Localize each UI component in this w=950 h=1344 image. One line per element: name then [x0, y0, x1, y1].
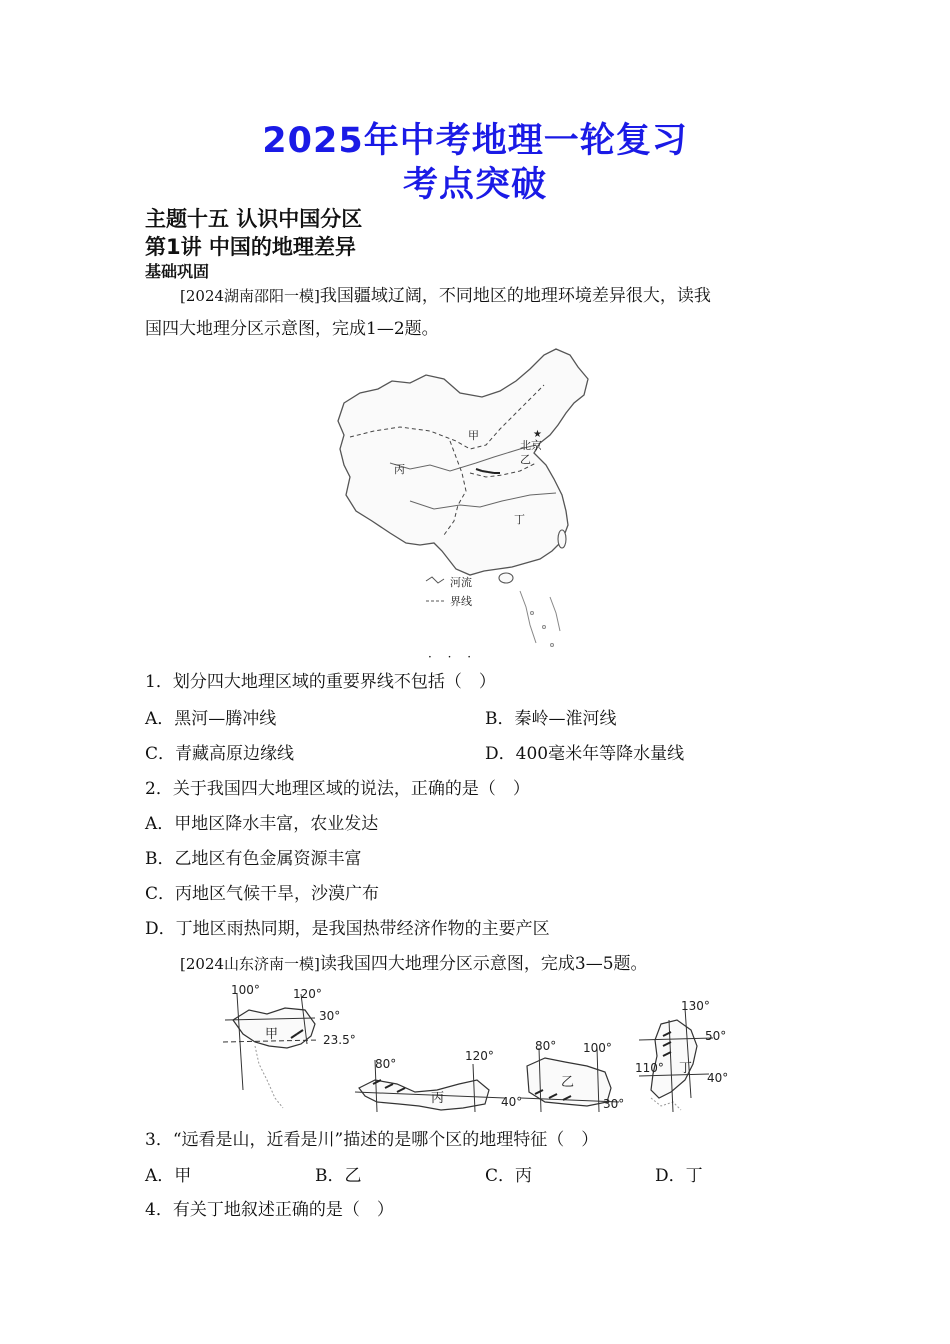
- china-four-regions-map: [330, 345, 590, 660]
- intro1-line2: 国四大地理分区示意图，完成1—2题。: [145, 319, 439, 339]
- q3-option-b: B．乙: [315, 1166, 362, 1186]
- sketch-a-lon1: 100°: [231, 983, 260, 997]
- sketch-d-lon1: 130°: [681, 999, 710, 1013]
- sketch-b-lon2: 120°: [465, 1049, 494, 1063]
- q3-stem: 3．“远看是山，近看是川”描述的是哪个区的地理特征（ ）: [145, 1130, 599, 1150]
- sketch-a-lat1: 30°: [319, 1009, 341, 1023]
- q3-option-d: D．丁: [655, 1166, 703, 1186]
- sketch-a-lon2: 120°: [293, 987, 322, 1001]
- legend-boundary-label: 界线: [450, 595, 472, 608]
- sketch-d-lon2: 110°: [635, 1061, 664, 1075]
- four-region-sketches: [215, 980, 735, 1120]
- taiwan-island: [558, 530, 566, 548]
- q1-option-d: D．400毫米年等降水量线: [485, 744, 685, 764]
- map1-label-yi: 乙: [520, 453, 531, 466]
- sketch-a-label: 甲: [265, 1027, 279, 1042]
- q2-stem: 2．关于我国四大地理区域的说法，正确的是（ ）: [145, 779, 530, 799]
- sketch-b: [355, 1049, 522, 1112]
- legend-river-label: 河流: [450, 576, 472, 589]
- sketch-b-lon1: 80°: [375, 1057, 397, 1071]
- sketch-c-lon1: 80°: [535, 1039, 557, 1053]
- intro1-line1: [180, 284, 711, 308]
- sketch-a: [223, 983, 356, 1108]
- q2-option-c: C．丙地区气候干旱，沙漠广布: [145, 884, 380, 904]
- beijing-star-icon: ★: [533, 429, 542, 440]
- map1-label-bing: 丙: [394, 463, 405, 476]
- topic-heading: 主题十五 认识中国分区: [145, 207, 363, 231]
- q1-option-b: B．秦岭—淮河线: [485, 709, 617, 729]
- legend-river-symbol: [426, 577, 444, 583]
- intro1-text-a: 我国疆域辽阔，不同地区的地理环境差异很大，读我: [319, 286, 711, 306]
- intro1-source: [2024湖南邵阳一模]: [180, 287, 320, 305]
- sketch-c: [521, 1039, 624, 1112]
- q2-option-b: B．乙地区有色金属资源丰富: [145, 849, 362, 869]
- sketch-d-lat1: 50°: [705, 1029, 727, 1043]
- q3-option-c: C．丙: [485, 1166, 533, 1186]
- q1-stem: 1．划分四大地理区域的重要界线不包括（ ）: [145, 672, 496, 692]
- emphasis-dots: · · ·: [428, 650, 478, 664]
- section-heading: 基础巩固: [145, 262, 210, 281]
- south-sea-islands: [520, 591, 560, 647]
- sketch-d: [635, 999, 728, 1112]
- lecture-heading: 第1讲 中国的地理差异: [145, 235, 356, 259]
- sketch-c-label: 乙: [561, 1075, 575, 1090]
- intro2-source: [2024山东济南一模]: [180, 955, 320, 973]
- sketch-c-lat1: 30°: [603, 1097, 625, 1111]
- china-outline: [338, 349, 588, 575]
- intro2-text: 读我国四大地理分区示意图，完成3—5题。: [319, 954, 648, 974]
- sketch-a-lat2: 23.5°: [323, 1033, 356, 1047]
- q1-option-c: C．青藏高原边缘线: [145, 744, 295, 764]
- doc-title-line1: 2025年中考地理一轮复习: [262, 121, 688, 161]
- hainan-island: [499, 573, 513, 583]
- map1-label-beijing: 北京: [520, 439, 542, 452]
- intro2-line: [180, 952, 648, 976]
- q2-option-a: A．甲地区降水丰富，农业发达: [145, 814, 379, 834]
- sketch-c-lon2: 100°: [583, 1041, 612, 1055]
- q2-option-d: D．丁地区雨热同期，是我国热带经济作物的主要产区: [145, 919, 550, 939]
- sketch-b-lat1: 40°: [501, 1095, 523, 1109]
- map1-label-ding: 丁: [514, 513, 525, 526]
- doc-title-line2: 考点突破: [402, 165, 547, 205]
- sketch-d-label: 丁: [679, 1061, 693, 1076]
- q3-option-a: A．甲: [145, 1166, 192, 1186]
- sketch-b-label: 丙: [431, 1091, 445, 1106]
- sketch-d-lat2: 40°: [707, 1071, 729, 1085]
- q1-option-a: A．黑河—腾冲线: [145, 709, 277, 729]
- q4-stem: 4．有关丁地叙述正确的是（ ）: [145, 1200, 394, 1220]
- map1-label-jia: 甲: [468, 429, 479, 442]
